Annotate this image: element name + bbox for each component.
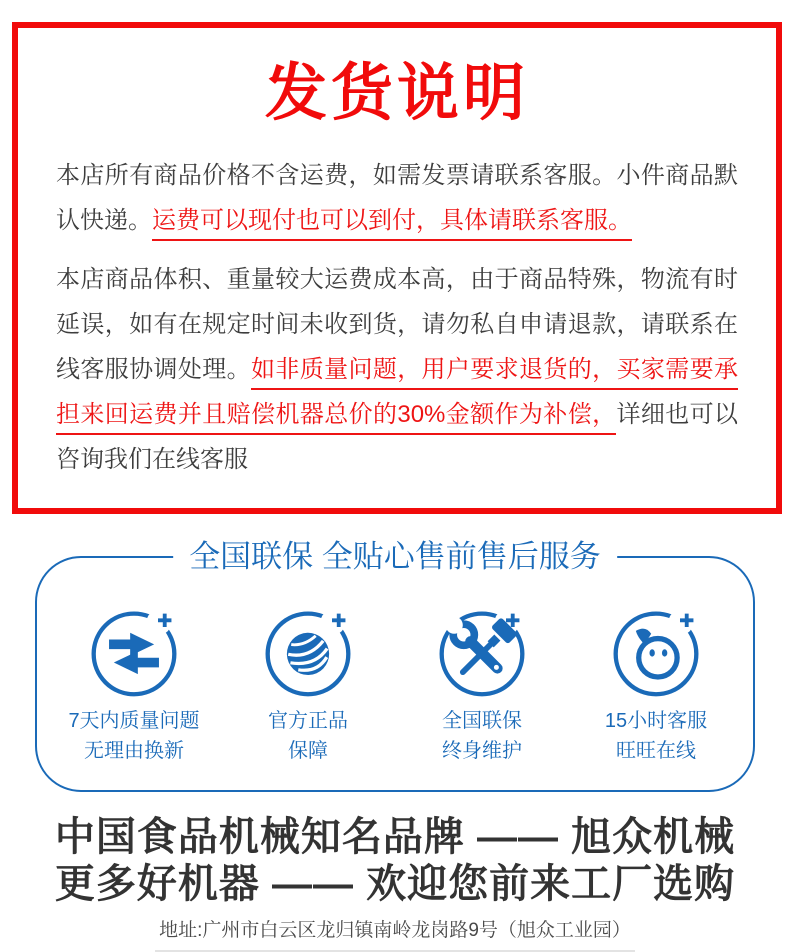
shipping-paragraph-1-text: 本店所有商品价格不含运费，如需发票请联系客服。小件商品默认快递。 (56, 162, 738, 235)
service-item-authentic (221, 604, 395, 766)
brand-address: 地址:广州市白云区龙归镇南岭龙岗路9号（旭众工业园） (159, 920, 631, 942)
service-item-support (569, 604, 743, 766)
shipping-paragraph-2 (56, 257, 738, 482)
shipping-title: 发货说明 (264, 59, 529, 128)
service-item-label-line2: 旺旺在线 (616, 740, 696, 763)
service-item-label-line2: 保障 (288, 740, 328, 763)
shipping-paragraph-1 (56, 153, 738, 243)
shipping-red-note-1: 运费可以现付也可以到付，具体请联系客服。 (152, 207, 632, 241)
globe-icon (260, 604, 356, 700)
service-item-label-line1: 全国联保 (442, 710, 522, 733)
warranty-panel-title: 全国联保 全贴心售前售后服务 (173, 537, 617, 577)
shipping-red-note-2: 如非质量问题，用户要求退货的，买家需要承担来回运费并且赔偿机器总价的30%金额作为补偿， (56, 356, 738, 435)
service-item-label-line2: 无理由换新 (84, 740, 184, 763)
shipping-notice-box (12, 22, 782, 514)
exchange-arrows-icon (86, 604, 182, 700)
service-item-label-line2: 终身维护 (442, 740, 522, 763)
brand-line-1: 中国食品机械知名品牌 —— 旭众机械 (54, 815, 736, 860)
service-item-label-line1: 官方正品 (268, 710, 348, 733)
repair-tools-icon (434, 604, 530, 700)
brand-footer (0, 814, 790, 952)
service-item-warranty (395, 604, 569, 766)
service-item-label-line1: 15小时客服 (604, 710, 708, 733)
warranty-items-row (47, 604, 743, 766)
service-item-label-line1: 7天内质量问题 (68, 710, 200, 733)
warranty-panel (35, 539, 755, 792)
brand-line-2: 更多好机器 —— 欢迎您前来工厂选购 (54, 862, 736, 907)
shipping-paragraph-2-text: 本店商品体积、重量较大运费成本高，由于商品特殊，物流有时延误，如有在规定时间未收到货，请勿私自申请退款，请联系在线客服协调处理。 (56, 266, 738, 384)
shipping-paragraph-2-tail: 详细也可以咨询我们在线客服 (56, 401, 738, 474)
wangwang-chat-icon (608, 604, 704, 700)
service-item-exchange (47, 604, 221, 766)
